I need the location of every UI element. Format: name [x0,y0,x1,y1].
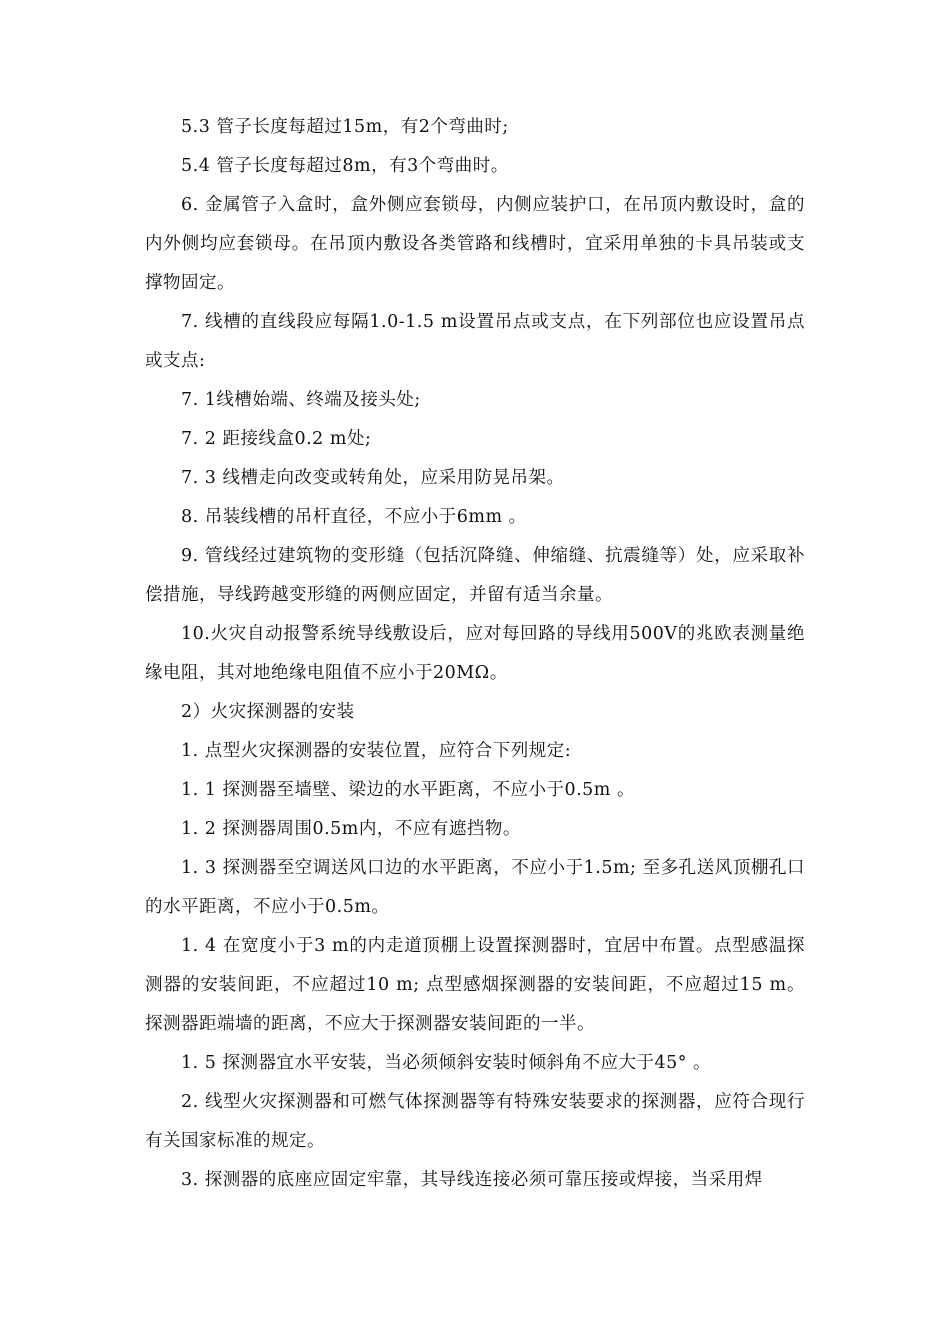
paragraph-d-1-2: 1. 2 探测器周围0.5m内，不应有遮挡物。 [181,819,521,839]
paragraph-d-1-1: 1. 1 探测器至墙壁、梁边的水平距离，不应小于0.5m 。 [181,780,635,800]
paragraph-7: 7. 线槽的直线段应每隔1.0-1.5 m设置吊点或支点，在下列部位也应设置吊点或支点: [145,312,805,371]
paragraph-d-1-4: 1. 4 在宽度小于3 m的内走道顶棚上设置探测器时，宜居中布置。点型感温探测器的安装间距，不应超过10 m; 点型感烟探测器的安装间距，不应超过15 m。探测器距端墙的距离，不应大于探测器安装间距的一半。 [145,936,805,1034]
paragraph-d-1-3: 1. 3 探测器至空调送风口边的水平距离，不应小于1.5m; 至多孔送风顶棚孔口的水平距离，不应小于0.5m。 [145,858,805,917]
paragraph-7-3: 7. 3 线槽走向改变或转角处，应采用防晃吊架。 [181,468,565,488]
paragraph-8: 8. 吊装线槽的吊杆直径，不应小于6mm 。 [181,507,527,527]
paragraph-d-1: 1. 点型火灾探测器的安装位置，应符合下列规定: [181,741,572,761]
paragraph-7-1: 7. 1线槽始端、终端及接头处; [181,390,421,410]
paragraph-10: 10.火灾自动报警系统导线敷设后，应对每回路的导线用500V的兆欧表测量绝缘电阻，其对地绝缘电阻值不应小于20MΩ。 [145,624,805,683]
paragraph-d-2: 2. 线型火灾探测器和可燃气体探测器等有特殊安装要求的探测器，应符合现行有关国家标准的规定。 [145,1092,805,1151]
paragraph-d-3: 3. 探测器的底座应固定牢靠，其导线连接必须可靠压接或焊接，当采用焊 [181,1170,763,1190]
paragraph-d-1-5: 1. 5 探测器宜水平安装，当必须倾斜安装时倾斜角不应大于45° 。 [181,1053,712,1073]
paragraph-5-4: 5.4 管子长度每超过8m，有3个弯曲时。 [181,156,509,176]
paragraph-7-2: 7. 2 距接线盒0.2 m处; [181,429,372,449]
document-body [145,108,805,1200]
paragraph-5-3: 5.3 管子长度每超过15m，有2个弯曲时; [181,117,509,137]
paragraph-9: 9. 管线经过建筑物的变形缝（包括沉降缝、伸缩缝、抗震缝等）处，应采取补偿措施，导线跨越变形缝的两侧应固定，并留有适当余量。 [145,546,805,605]
section-heading-detector-installation: 2）火灾探测器的安装 [181,702,355,722]
paragraph-6: 6. 金属管子入盒时，盒外侧应套锁母，内侧应装护口，在吊顶内敷设时，盒的内外侧均应套锁母。在吊顶内敷设各类管路和线槽时，宜采用单独的卡具吊装或支撑物固定。 [145,195,805,293]
